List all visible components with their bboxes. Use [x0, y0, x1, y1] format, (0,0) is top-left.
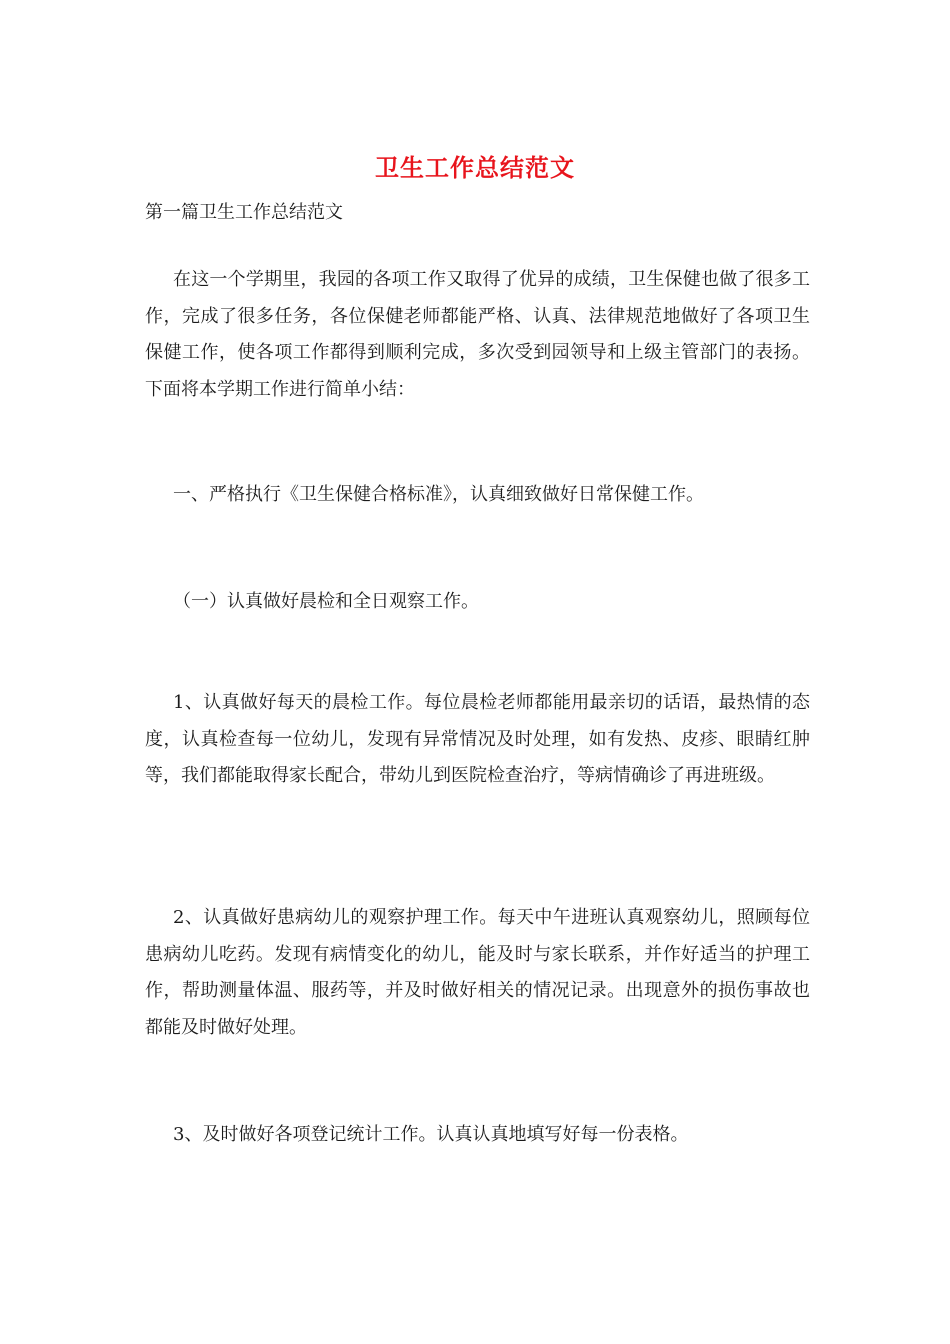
- paragraph-subsection-1: （一）认真做好晨检和全日观察工作。: [173, 591, 479, 612]
- document-title: 卫生工作总结范文: [375, 153, 575, 182]
- paragraph-item-2: 2、认真做好患病幼儿的观察护理工作。每天中午进班认真观察幼儿，照顾每位患病幼儿吃药。发现有病情变化的幼儿，能及时与家长联系，并作好适当的护理工作，帮助测量体温、服药等，并及时做好相关的情况记录。出现意外的损伤事故也都能及时做好处理。: [145, 907, 810, 1038]
- paragraph-intro: 在这一个学期里，我园的各项工作又取得了优异的成绩，卫生保健也做了很多工作，完成了很多任务，各位保健老师都能严格、认真、法律规范地做好了各项卫生保健工作，使各项工作都得到顺利完成，多次受到园领导和上级主管部门的表扬。下面将本学期工作进行简单小结：: [145, 269, 810, 400]
- document-subtitle: 第一篇卫生工作总结范文: [145, 202, 343, 223]
- paragraph-section-1: 一、严格执行《卫生保健合格标准》，认真细致做好日常保健工作。: [173, 484, 704, 505]
- paragraph-item-1: 1、认真做好每天的晨检工作。每位晨检老师都能用最亲切的话语，最热情的态度，认真检查每一位幼儿，发现有异常情况及时处理，如有发热、皮疹、眼睛红肿等，我们都能取得家长配合，带幼儿到医院检查治疗，等病情确诊了再进班级。: [145, 692, 810, 786]
- paragraph-item-3: 3、及时做好各项登记统计工作。认真认真地填写好每一份表格。: [173, 1124, 689, 1145]
